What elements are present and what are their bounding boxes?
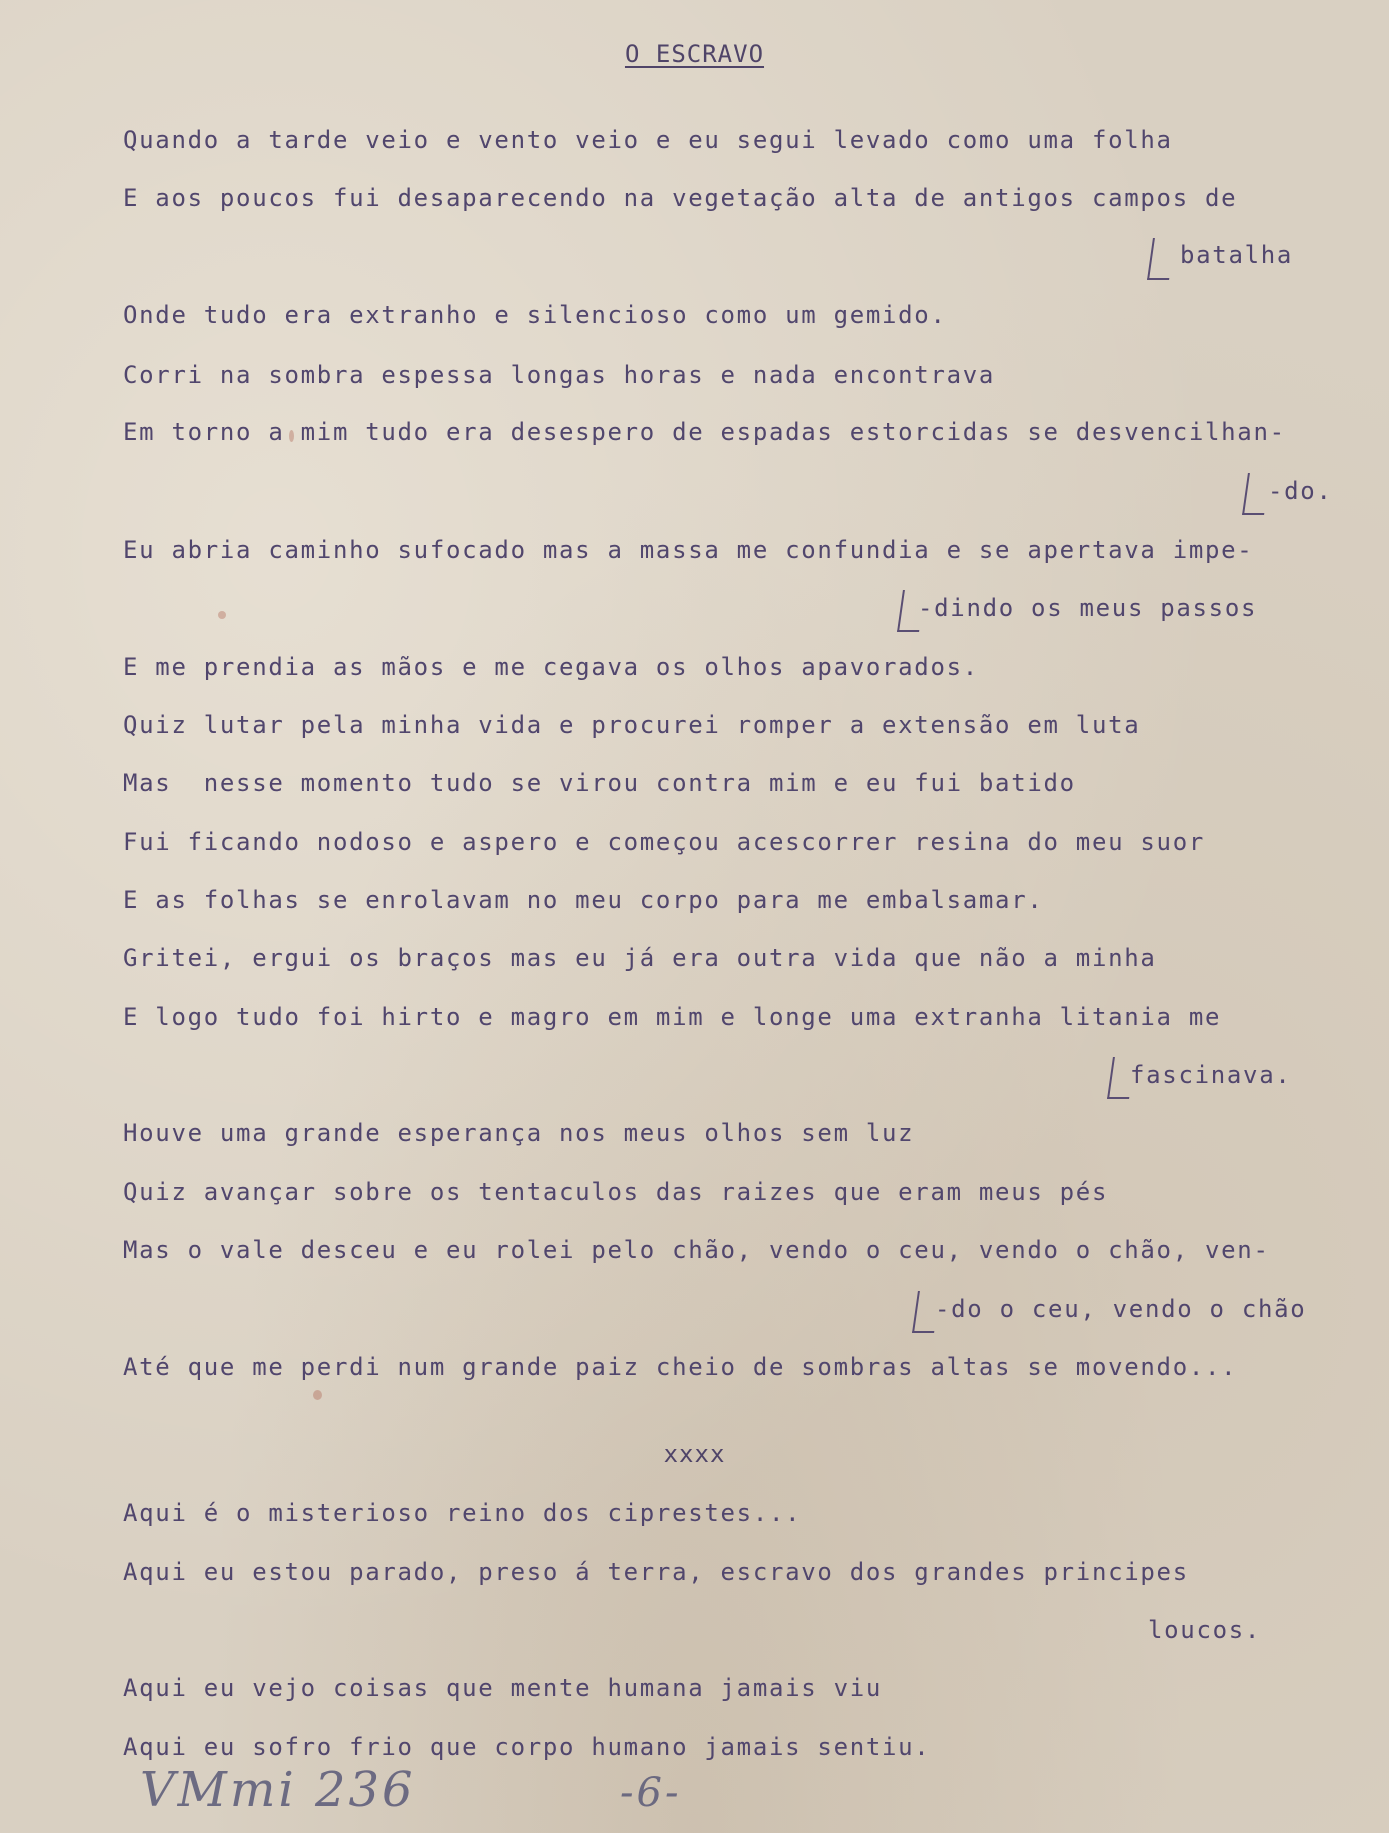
poem-line: Aqui eu sofro frio que corpo humano jamais sentiu. <box>123 1733 931 1761</box>
poem-continuation: -do. <box>1268 477 1333 505</box>
paper-stain <box>218 611 226 619</box>
poem-line: Até que me perdi num grande paiz cheio de sombras altas se movendo... <box>123 1353 1238 1381</box>
poem-continuation: fascinava. <box>1130 1061 1292 1089</box>
poem-continuation: -dindo os meus passos <box>918 594 1258 622</box>
poem-line: E as folhas se enrolavam no meu corpo para me embalsamar. <box>123 886 1044 914</box>
poem-line: Aqui eu vejo coisas que mente humana jamais viu <box>123 1674 883 1702</box>
poem-line: Aqui é o misterioso reino dos ciprestes... <box>123 1499 802 1527</box>
handwritten-page-number: -6- <box>620 1770 682 1816</box>
poem-line: Gritei, ergui os braços mas eu já era outra vida que não a minha <box>123 944 1157 972</box>
continuation-bracket <box>1147 238 1175 280</box>
paper-stain <box>313 1390 322 1400</box>
poem-line: Aqui eu estou parado, preso á terra, escravo dos grandes principes <box>123 1558 1189 1586</box>
section-divider: xxxx <box>663 1440 726 1468</box>
poem-line: Quando a tarde veio e vento veio e eu segui levado como uma folha <box>123 126 1173 154</box>
poem-line: Quiz lutar pela minha vida e procurei romper a extensão em luta <box>123 711 1141 739</box>
poem-line: Mas o vale desceu e eu rolei pelo chão, vendo o ceu, vendo o chão, ven- <box>123 1236 1270 1264</box>
poem-line: Em torno a mim tudo era desespero de espadas estorcidas se desvencilhan- <box>123 418 1286 446</box>
paper-stain <box>289 430 294 442</box>
poem-continuation: loucos. <box>1148 1616 1262 1644</box>
poem-line: Mas nesse momento tudo se virou contra mim e eu fui batido <box>123 769 1076 797</box>
poem-line: E logo tudo foi hirto e magro em mim e longe uma extranha litania me <box>123 1003 1222 1031</box>
poem-line: Houve uma grande esperança nos meus olhos sem luz <box>123 1119 915 1147</box>
poem-line: Eu abria caminho sufocado mas a massa me confundia e se apertava impe- <box>123 536 1254 564</box>
poem-line: Onde tudo era extranho e silencioso como um gemido. <box>123 301 947 329</box>
continuation-bracket <box>1242 473 1270 515</box>
poem-line: E me prendia as mãos e me cegava os olhos apavorados. <box>123 653 979 681</box>
poem-line: Fui ficando nodoso e aspero e começou acescorrer resina do meu suor <box>123 828 1205 856</box>
page-title: O ESCRAVO <box>624 40 765 68</box>
poem-continuation: -do o ceu, vendo o chão <box>935 1295 1307 1323</box>
poem-line: Quiz avançar sobre os tentaculos das raizes que eram meus pés <box>123 1178 1109 1206</box>
poem-line: E aos poucos fui desaparecendo na vegetação alta de antigos campos de <box>123 184 1238 212</box>
poem-continuation: batalha <box>1180 241 1294 269</box>
poem-line: Corri na sombra espessa longas horas e nada encontrava <box>123 361 996 389</box>
handwritten-archive-note: VMmi 236 <box>140 1762 416 1818</box>
